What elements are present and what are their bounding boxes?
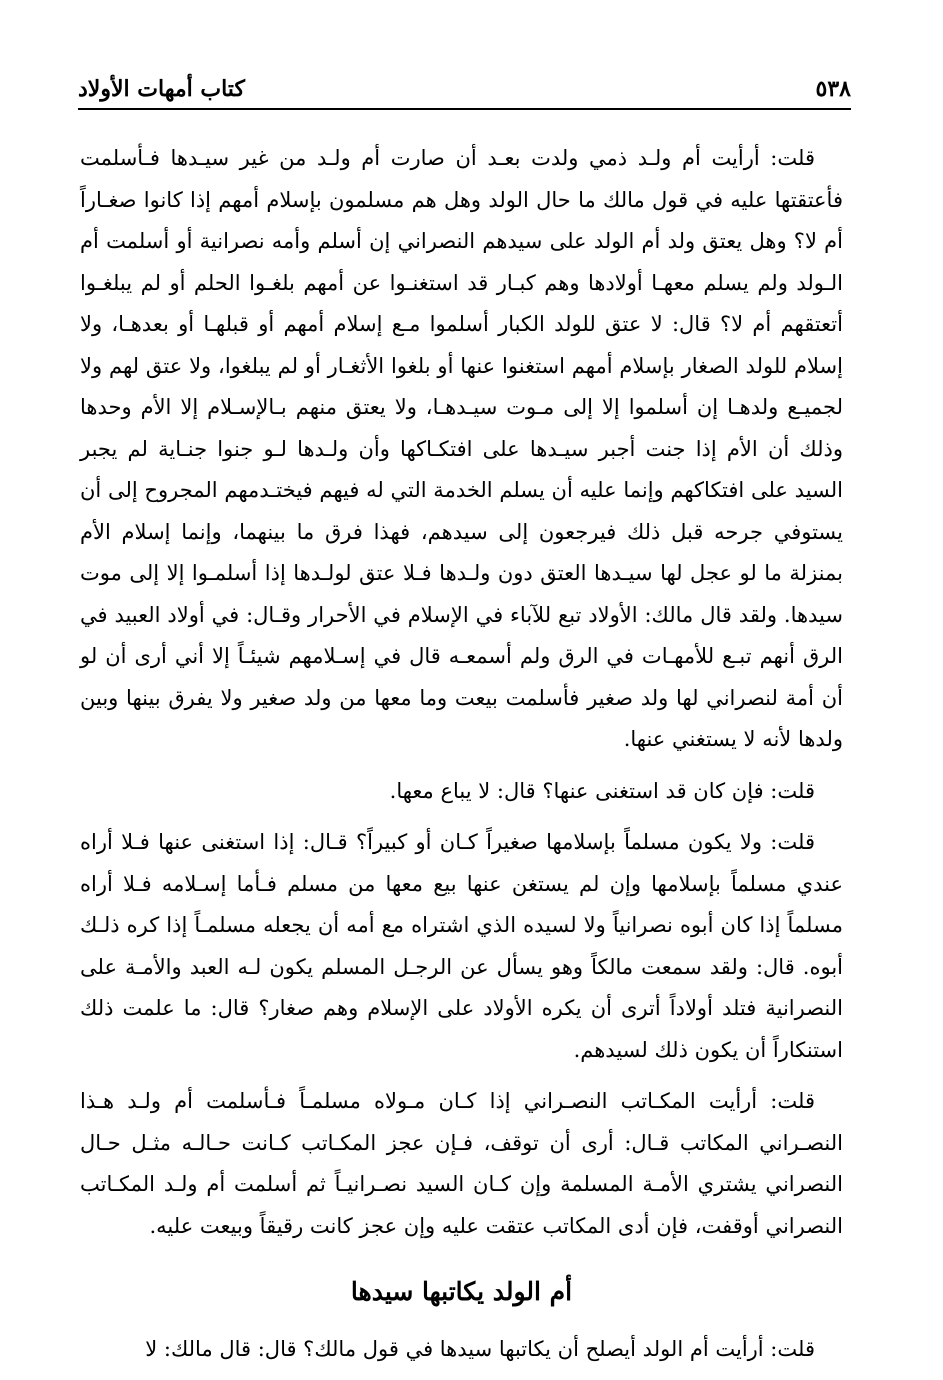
paragraph-3: قلت: ولا يكون مسلماً بإسلامها صغيراً كـان أو كبيراً؟ قـال: إذا استغنى عنها فـلا أراه عندي مسلماً بإسلامها وإن لم يستغن عنها بيع معها من مسلم فـأما إسـلامه فـلا أراه مسلماً إذا كان أبوه نصرانياً ولا لسيده الذي اشتراه مع أمه أن يجعله مسلمـاً إذا كره ذلـك أبوه. قال: ولقد سمعت مالكاً وهو يسأل عن الرجـل المسلم يكون لـه العبد والأمـة على النصرانية فتلد أولاداً أترى أن يكره الأولاد على الإسلام وهم صغار؟ قال: ما علمت ذلك استنكاراً أن يكون ذلك لسيدهم. xyxy=(80,830,843,1062)
page-header xyxy=(78,62,851,102)
paragraph-2: قلت: فإن كان قد استغنى عنها؟ قال: لا يباع معها. xyxy=(389,778,815,803)
book-title: كتاب أمهات الأولاد xyxy=(78,76,245,102)
paragraph-5: قلت: أرأيت أم الولد أيصلح أن يكاتبها سيدها في قول مالك؟ قال: قال مالك: لا xyxy=(145,1336,815,1361)
section-heading: أم الولد يكاتبها سيدها xyxy=(350,1277,573,1306)
page-number: ٥٣٨ xyxy=(815,76,851,102)
paragraph-4: قلت: أرأيت المكـاتب النصـراني إذا كـان مـولاه مسلمـاً فـأسلمت أم ولـد هـذا النصـراني المكاتب قـال: أرى أن توقف، فـإن عجز المكـاتب كـانت حـالـه مثـل حـال النصراني يشتري الأمـة المسلمة وإن كـان السيد نصـرانيـاً ثم أسلمت أم ولـد المكـاتب النصراني أوقفت، فإن أدى المكاتب عتقت عليه وإن عجز كانت رقيقاً وبيعت عليه. xyxy=(80,1089,843,1238)
paragraph-1: قلت: أرأيت أم ولـد ذمي ولدت بعـد أن صارت أم ولـد من غير سيـدها فـأسلمت فأعتقتها عليه في قول مالك ما حال الولد وهل هم مسلمون بإسلام أمهم إذا كانوا صغـاراً أم لا؟ وهل يعتق ولد أم الولد على سيدهم النصراني إن أسلم وأمه نصرانية أو أسلمت أم الـولد ولم يسلم معهـا أولادها وهم كبـار قد استغنـوا عن أمهم بلغـوا الحلم أو لم يبلغـوا أتعتقهم أم لا؟ قال: لا عتق للولد الكبار أسلموا مـع إسلام أمهم أو قبلهـا أو بعدهـا، ولا إسلام للولد الصغار بإسلام أمهم استغنوا عنها أو بلغوا الأثغـار أو لم يبلغوا، ولا عتق لهم ولا لجميـع ولدهـا إن أسلموا إلا إلى مـوت سيـدهـا، ولا يعتق منهم بـالإسـلام إلا الأم وحدها وذلك أن الأم إذا جنت أجبر سيـدها على افتكـاكها وأن ولـدها لـو جنوا جنـاية لم يجبر السيد على افتكاكهم وإنما عليه أن يسلم الخدمة التي له فيهم فيختـدمهم المجروح إلى أن يستوفي جرحه قبل ذلك فيرجعون إلى سيدهم، فهذا فرق ما بينهما، وإنما إسلام الأم بمنزلة ما لو عجل لها سيـدها العتق دون ولـدها فـلا عتق لولـدها إذا أسلمـوا إلا إلى موت سيدها. ولقد قال مالك: الأولاد تبع للآباء في الإسلام في الأحرار وقـال: في أولاد العبيد في الرق أنهم تبـع للأمهـات في الرق ولم أسمعـه قال في إسـلامهم شيئـاً إلا أني أرى أن لو أن أمة لنصراني لها ولد صغير فأسلمت بيعت وما معها من ولد صغير ولا يفرق بينها وبين ولدها لأنه لا يستغني عنها. xyxy=(80,146,843,751)
header-divider xyxy=(78,108,851,110)
page-body xyxy=(80,138,843,1380)
